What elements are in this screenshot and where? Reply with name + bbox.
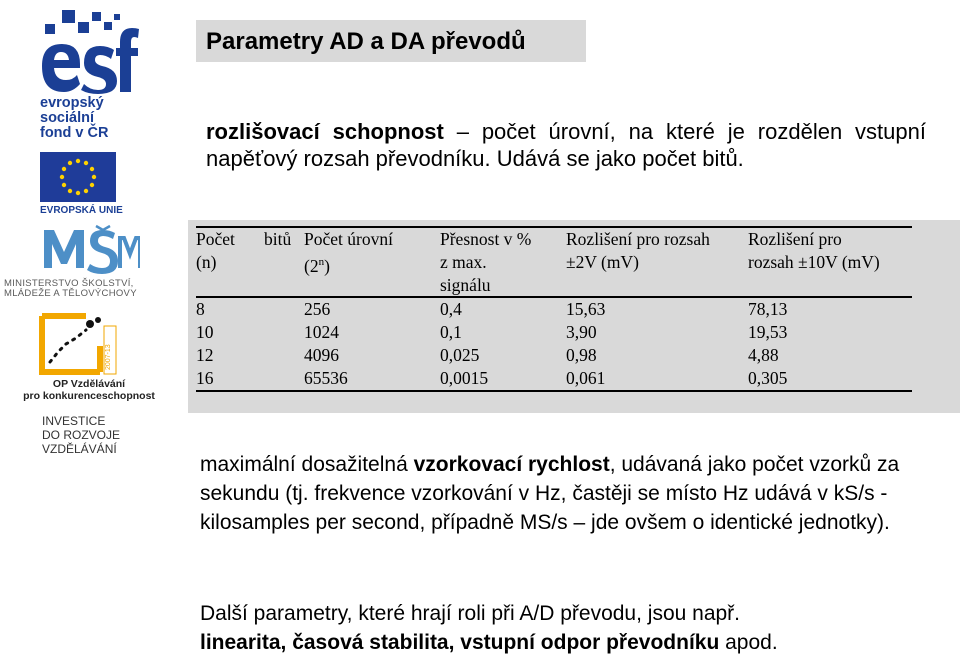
table-cell: 4096 bbox=[304, 345, 339, 365]
investice-line-1: INVESTICE bbox=[42, 414, 106, 428]
esf-line-3: fond v ČR bbox=[40, 125, 109, 141]
investice-line-3: VZDĚLÁVÁNÍ bbox=[42, 442, 117, 456]
header-2v-unit: ±2V (mV) bbox=[566, 252, 639, 272]
header-rozliseni-10v: Rozlišení pro bbox=[748, 229, 842, 249]
intro-term: rozlišovací schopnost bbox=[206, 119, 444, 144]
table-cell: 0,4 bbox=[440, 299, 462, 319]
table-cell: 0,305 bbox=[748, 368, 788, 388]
header-2n-exp: n bbox=[318, 256, 325, 268]
para1-term: vzorkovací rychlost bbox=[413, 453, 610, 476]
header-bitu: bitů bbox=[264, 229, 292, 249]
page-title: Parametry AD a DA převodů bbox=[206, 28, 526, 55]
op-line-2: pro konkurenceschopnost bbox=[23, 390, 155, 402]
logo-sidebar bbox=[0, 0, 170, 655]
table-cell: 0,98 bbox=[566, 345, 597, 365]
header-2n-close: ) bbox=[324, 255, 330, 276]
header-pocet: Počet bbox=[196, 229, 235, 249]
para2-terms: linearita, časová stabilita, vstupní odpor převodníku bbox=[200, 631, 720, 654]
table-cell: 4,88 bbox=[748, 345, 779, 365]
eu-label: EVROPSKÁ UNIE bbox=[40, 205, 123, 216]
table-bottom-rule bbox=[196, 390, 912, 392]
table-cell: 10 bbox=[196, 322, 214, 342]
table-cell: 256 bbox=[304, 299, 331, 319]
intro-paragraph bbox=[206, 118, 926, 172]
eu-flag-icon bbox=[40, 152, 116, 202]
investice-line-2: DO ROZVOJE bbox=[42, 428, 121, 442]
title-box bbox=[196, 20, 586, 62]
table-cell: 0,061 bbox=[566, 368, 606, 388]
esf-mark-icon bbox=[40, 8, 140, 94]
table-cell: 78,13 bbox=[748, 299, 788, 319]
para2-text-b: apod. bbox=[719, 631, 778, 654]
header-signalu: signálu bbox=[440, 275, 491, 295]
table-cell: 19,53 bbox=[748, 322, 788, 342]
header-n: (n) bbox=[196, 252, 217, 272]
table-cell: 12 bbox=[196, 345, 214, 365]
table-cell: 15,63 bbox=[566, 299, 606, 319]
header-presnost: Přesnost v % bbox=[440, 229, 532, 249]
table-cell: 65536 bbox=[304, 368, 348, 388]
op-vzdelavani-logo-icon bbox=[38, 306, 122, 386]
table-cell: 8 bbox=[196, 299, 205, 319]
para1-text-b: , udávaná jako počet vzorků za sekundu (tj. frekvence vzorkování v Hz, častěji se místo Hz udává v kS/s - kilosamples per second, případně MS/s – jde ovšem o identické jednotky). bbox=[200, 453, 900, 534]
para2-text-a: Další parametry, které hrají roli při A/D převodu, jsou např. bbox=[200, 602, 741, 625]
header-pocet-urovni: Počet úrovní bbox=[304, 229, 393, 249]
other-params-paragraph bbox=[200, 599, 930, 657]
table-cell: 3,90 bbox=[566, 322, 597, 342]
esf-line-2: sociální bbox=[40, 110, 94, 126]
header-2n-base: (2 bbox=[304, 255, 319, 276]
para1-text-a: maximální dosažitelná bbox=[200, 453, 414, 476]
msmt-line-2: MLÁDEŽE A TĚLOVÝCHOVY bbox=[4, 288, 137, 299]
sampling-rate-paragraph bbox=[200, 450, 930, 537]
header-rozliseni-2v: Rozlišení pro rozsah bbox=[566, 229, 710, 249]
header-2n bbox=[304, 251, 330, 278]
table-cell: 16 bbox=[196, 368, 214, 388]
msmt-logo-icon bbox=[40, 224, 140, 274]
op-line-1: OP Vzdělávání bbox=[52, 378, 126, 390]
op-badge-text: 2007-13 bbox=[105, 344, 112, 370]
table-cell: 0,0015 bbox=[440, 368, 489, 388]
intro-text: – počet úrovní, na které je rozdělen vstupní napěťový rozsah převodníku. Udává se jako počet bitů. bbox=[206, 119, 926, 171]
esf-line-1: evropský bbox=[40, 95, 104, 111]
esf-logo bbox=[40, 8, 140, 141]
table-cell: 1024 bbox=[304, 322, 339, 342]
header-zmax: z max. bbox=[440, 252, 487, 272]
table-cell: 0,025 bbox=[440, 345, 480, 365]
table-cell: 0,1 bbox=[440, 322, 462, 342]
header-10v-unit: rozsah ±10V (mV) bbox=[748, 252, 880, 272]
msmt-line-1: MINISTERSTVO ŠKOLSTVÍ, bbox=[4, 278, 134, 289]
